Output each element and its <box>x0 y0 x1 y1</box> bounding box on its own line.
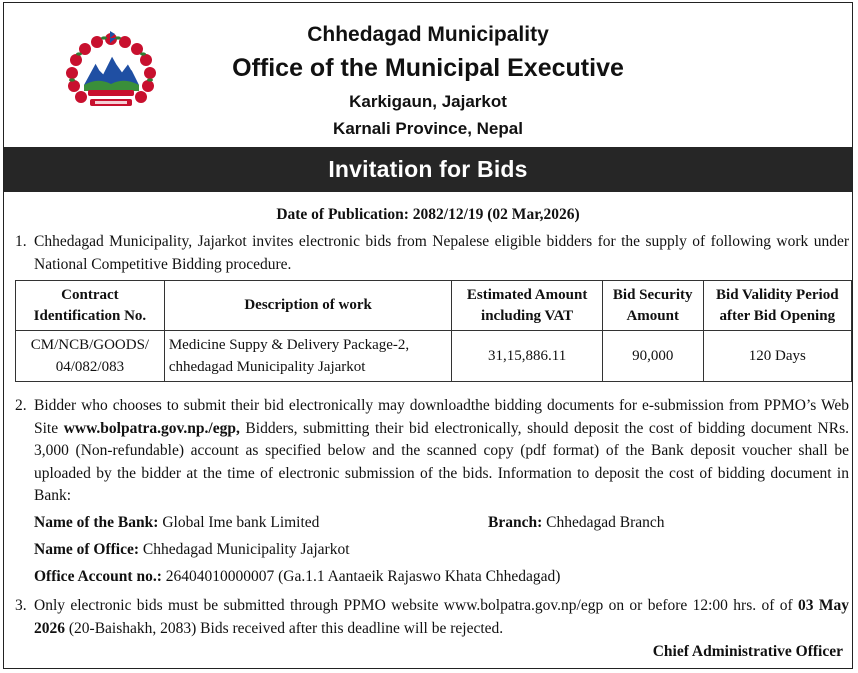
paragraph-2-number: 2. <box>15 397 27 414</box>
paragraph-1 <box>15 231 849 276</box>
notice-title: Invitation for Bids <box>328 156 528 182</box>
account-number-value: 26404010000007 (Ga.1.1 Aantaeik Rajaswo Khata Chhedagad) <box>161 568 561 585</box>
paragraph-3-text <box>15 595 849 640</box>
column-header-validity: Bid Validity Period after Bid Opening <box>703 281 851 331</box>
cell-estimate: 31,15,886.11 <box>452 331 603 382</box>
notice-header <box>4 3 852 147</box>
column-header-contract-id: Contract Identification No. <box>16 281 165 331</box>
table-header-row <box>16 281 852 331</box>
account-number-label: Office Account no.: <box>34 568 162 585</box>
notice-frame <box>3 2 853 669</box>
column-header-bid-security: Bid Security Amount <box>602 281 703 331</box>
table-row <box>16 331 852 382</box>
cell-description: Medicine Suppy & Delivery Package-2, chhedagad Municipality Jajarkot <box>164 331 452 382</box>
paragraph-3-part-a: Only electronic bids must be submitted through PPMO website www.bolpatra.gov.np/egp on or before 12:00 hrs. of of <box>34 597 798 614</box>
office-address-line2: Karnali Province, Nepal <box>333 119 523 138</box>
cell-validity: 120 Days <box>703 331 851 382</box>
office-name: Office of the Municipal Executive <box>232 54 624 82</box>
paragraph-3-number: 3. <box>15 597 27 614</box>
municipality-name: Chhedagad Municipality <box>307 23 549 46</box>
paragraph-1-text: Chhedagad Municipality, Jajarkot invites electronic bids from Nepalese eligible bidders for the supply of following work under National Competitive Bidding procedure. <box>34 233 849 273</box>
publication-date: Date of Publication: 2082/12/19 (02 Mar,2026) <box>276 206 580 223</box>
cell-contract-id: CM/NCB/GOODS/ 04/082/083 <box>16 331 165 382</box>
column-header-description: Description of work <box>164 281 452 331</box>
bank-name-value: Global Ime bank Limited <box>158 514 320 531</box>
paragraph-2-text <box>15 395 849 508</box>
office-address-line1: Karkigaun, Jajarkot <box>349 92 507 111</box>
account-number-line <box>34 568 560 586</box>
branch-label: Branch: <box>488 514 543 531</box>
bid-details-table <box>15 280 852 382</box>
signatory-title: Chief Administrative Officer <box>652 643 843 660</box>
paragraph-3 <box>15 595 849 640</box>
paragraph-2-part-b: Bidders, submitting their bid electronically, should deposit the cost of bidding document NRs. 3,000 (Non-refundable) account as specified below and the scanned copy (pdf format) of the Bank deposit voucher shall be uploaded by the bidder at the time of electronic submission of the bids. Information to deposit the cost of bidding document in Bank: <box>34 419 849 504</box>
bank-name-line <box>34 514 319 532</box>
paragraph-1-number: 1. <box>15 233 27 250</box>
bank-name-label: Name of the Bank: <box>34 514 159 531</box>
branch-line <box>488 514 665 532</box>
ppmo-website-text: www.bolpatra.gov.np./egp, <box>63 419 240 437</box>
office-name-value: Chhedagad Municipality Jajarkot <box>139 541 350 558</box>
column-header-estimate: Estimated Amount including VAT <box>452 281 603 331</box>
notice-title-banner <box>4 147 852 192</box>
branch-value: Chhedagad Branch <box>542 514 665 531</box>
office-name-line <box>34 541 350 559</box>
office-name-label: Name of Office: <box>34 541 140 558</box>
paragraph-2-part-a: Bidder who chooses to submit their bid electronically may downloadthe bidding documents for e-submission from PPMO’s Web Site <box>34 397 849 437</box>
paragraph-3-part-b: (20-Baishakh, 2083) Bids received after this deadline will be rejected. <box>65 619 504 637</box>
paragraph-2 <box>15 395 849 508</box>
submission-deadline: 03 May 2026 <box>34 597 849 637</box>
cell-bid-security: 90,000 <box>602 331 703 382</box>
